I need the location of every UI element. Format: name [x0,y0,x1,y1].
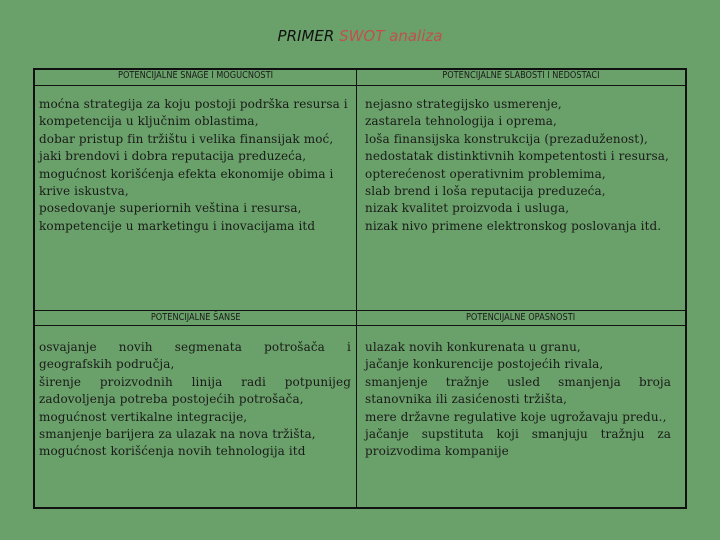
weaknesses-cell [365,96,681,235]
strength-item: jaki brendovi i dobra reputacija preduzeća, [39,149,307,164]
weakness-item: nizak kvalitet proizvoda i usluga, [365,201,570,216]
strength-item: kompetencije u marketingu i inovacijama itd [39,218,316,233]
threat-item: ulazak novih konkurenata u granu, [365,340,581,354]
header-divider-top [35,85,685,86]
opportunity-item: mogućnost korišćenja novih tehnologija itd [39,444,306,459]
weakness-item: nejasno strategijsko usmerenje, [365,97,562,111]
weakness-item: nizak nivo primene elektronskog poslovanja itd. [365,218,662,233]
opportunity-item: osvajanje novih segmenata potrošača i geografskih područja, [39,340,351,372]
opportunity-item: širenje proizvodnih linija radi potpunijeg zadovoljenja potreba postojećih potrošača, [39,374,351,407]
strengths-header: POTENCIJALNE SNAGE I MOGUĆNOSTI [117,70,274,81]
opportunities-header: POTENCIJALNE ŠANSE [150,312,241,323]
opportunity-item: mogućnost vertikalne integracije, [39,409,248,424]
weakness-item: loša finansijska konstrukcija (prezaduženost), [365,131,648,146]
threat-item: mere državne regulative koje ugrožavaju predu., [365,409,667,424]
threats-header: POTENCIJALNE OPASNOSTI [466,312,576,323]
opportunity-item: smanjenje barijera za ulazak na nova tržišta, [39,427,316,442]
threat-item: jačanje supstituta koji smanjuju tražnju za proizvodima kompanije [365,427,671,459]
strength-item: mogućnost korišćenja efekta ekonomije obima i krive iskustva, [39,166,334,199]
title-accent: SWOT analiza [339,27,443,45]
weaknesses-header: POTENCIJALNE SLABOSTI I NEDOSTACI [442,70,600,81]
weakness-item: slab brend i loša reputacija preduzeća, [365,184,606,199]
page-title [0,27,720,45]
strength-item: dobar pristup fin tržištu i velika finansijak moć, [39,131,334,146]
strengths-cell [39,96,351,235]
weakness-item: nedostatak distinktivnih kompetentosti i resursa, [365,149,669,164]
weakness-item: opterećenost operativnim problemima, [365,166,606,181]
swot-table [33,68,687,509]
threat-item: jačanje konkurencije postojećih rivala, [365,357,604,372]
threat-item: smanjenje tražnje usled smanjenja broja stanovnika ili zasićenosti tržišta, [365,374,671,407]
column-divider [356,70,357,507]
threats-cell [365,339,671,461]
opportunities-cell [39,339,351,461]
strength-item: moćna strategija za koju postoji podrška resursa i kompetencija u ključnim oblastima, [39,97,348,129]
weakness-item: zastarela tehnologija i oprema, [365,114,557,129]
title-prefix: PRIMER [277,27,340,45]
strength-item: posedovanje superiornih veština i resursa, [39,201,302,216]
